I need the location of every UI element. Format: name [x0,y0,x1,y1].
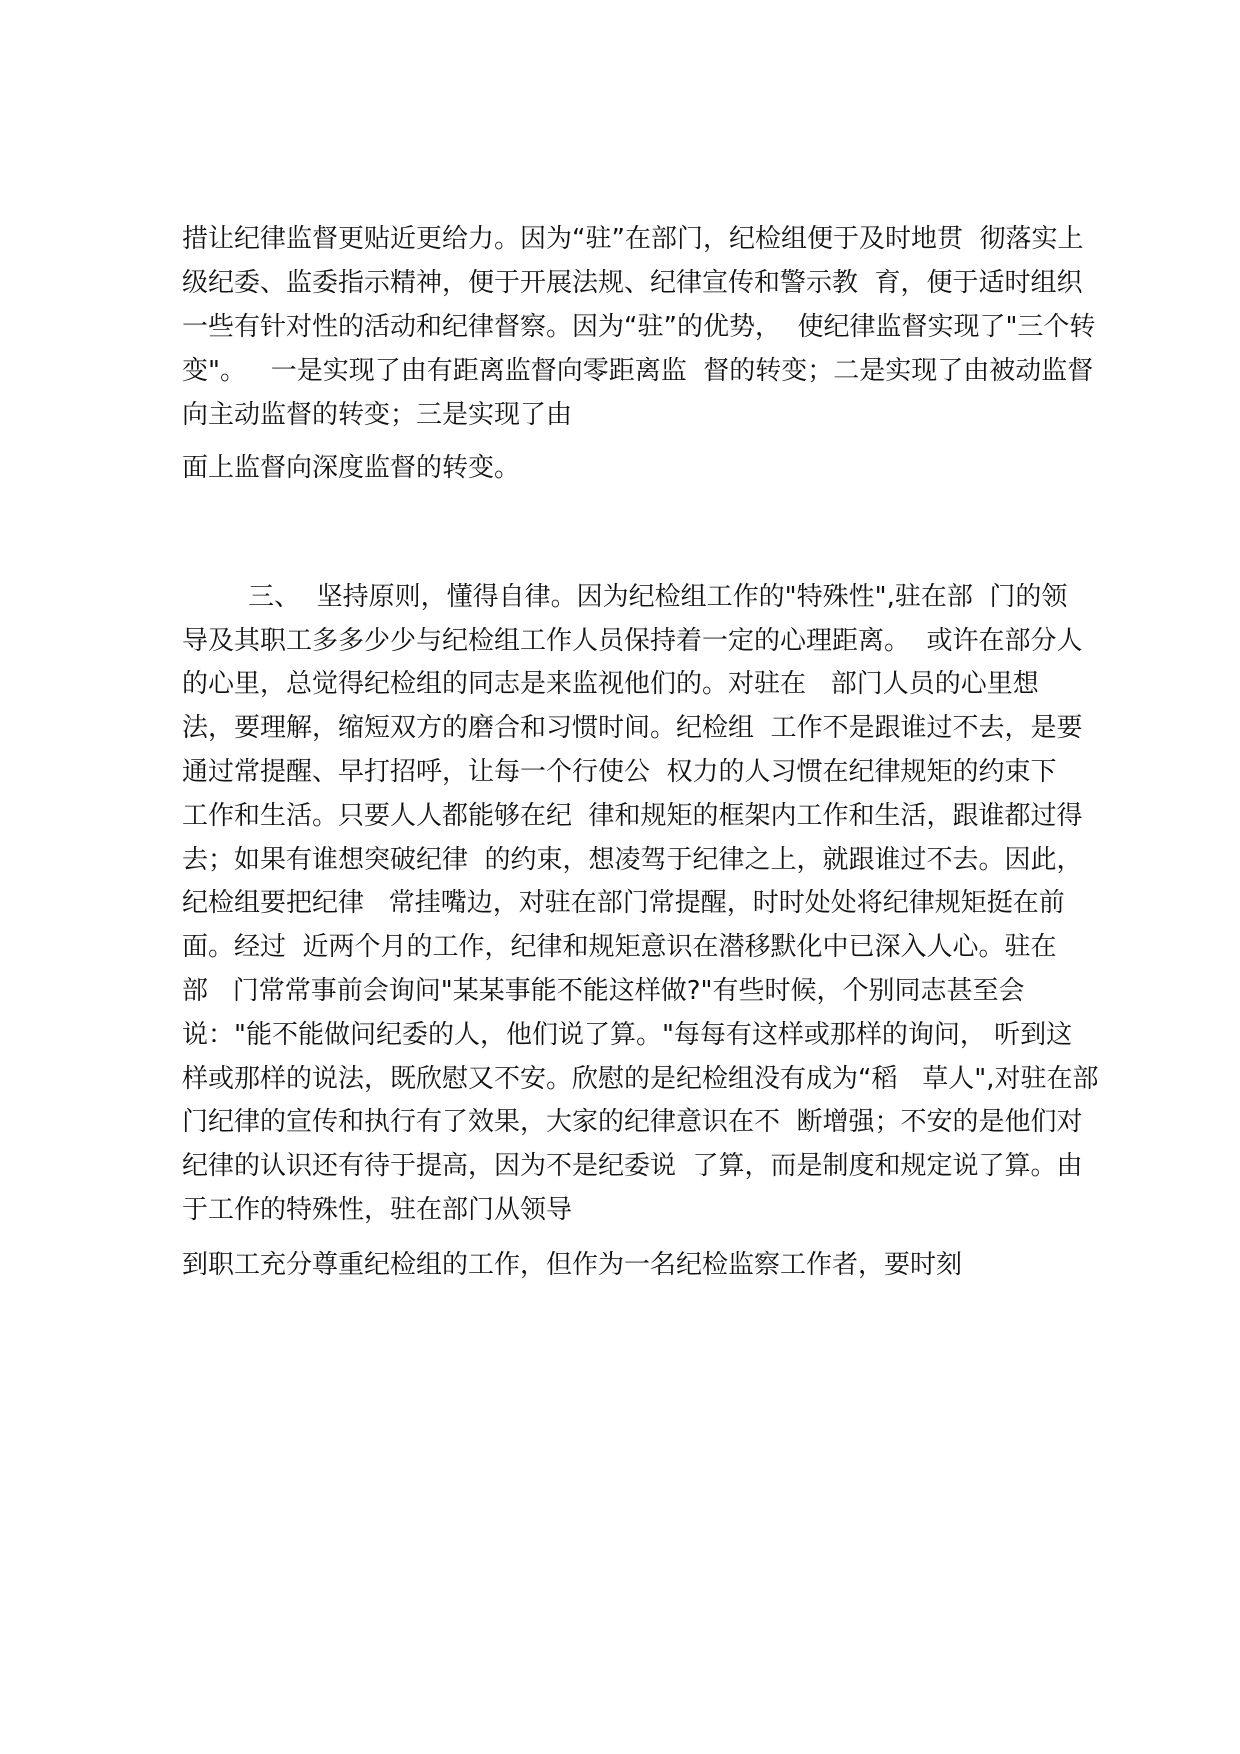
text-line: 变"。 一是实现了由有距离监督向零距离监 督的转变；二是实现了由被动监督 [182,356,1094,386]
text-line: 一些有针对性的活动和纪律督察。因为“驻”的优势， 使纪律监督实现了"三个转 [182,312,1096,342]
text-line: 说："能不能做问纪委的人，他们说了算。"每每有这样或那样的询问， 听到这 [182,1020,1073,1050]
text-line: 纪检组要把纪律 常挂嘴边，对驻在部门常提醒，时时处处将纪律规矩挺在前 [182,888,1065,918]
text-line: 导及其职工多多少少与纪检组工作人员保持着一定的心理距离。 或许在部分人 [182,626,1083,656]
text-line: 到职工充分尊重纪检组的工作，但作为一名纪检监察工作者，要时刻 [182,1250,963,1280]
text-line: 去；如果有谁想突破纪律 的约束，想凌驾于纪律之上，就跟谁过不去。因此， [182,845,1083,875]
text-line: 纪律的认识还有待于提高，因为不是纪委说 了算，而是制度和规定说了算。由 [182,1151,1083,1181]
text-line: 面上监督向深度监督的转变。 [182,453,521,483]
text-line: 三、 坚持原则，懂得自律。因为纪检组工作的"特殊性",驻在部 门的领 [182,582,1068,612]
text-line: 通过常提醒、早打招呼，让每一个行使公 权力的人习惯在纪律规矩的约束下 [182,757,1057,787]
text-line: 门纪律的宣传和执行有了效果，大家的纪律意识在不 断增强；不安的是他们对 [182,1107,1083,1137]
text-line: 工作和生活。只要人人都能够在纪 律和规矩的框架内工作和生活，跟谁都过得 [182,801,1083,831]
text-line: 法，要理解，缩短双方的磨合和习惯时间。纪检组 工作不是跟谁过不去，是要 [182,713,1083,743]
text-line: 于工作的特殊性，驻在部门从领导 [182,1195,573,1225]
text-line: 样或那样的说法，既欣慰又不安。欣慰的是纪检组没有成为“稻 草人",对驻在部 [182,1064,1099,1094]
text-line: 部 门常常事前会询问"某某事能不能这样做?"有些时候，个别同志甚至会 [182,976,1025,1006]
text-line: 向主动监督的转变；三是实现了由 [182,400,573,430]
text-line: 措让纪律监督更贴近更给力。因为“驻”在部门，纪检组便于及时地贯 彻落实上 [182,224,1084,254]
text-line: 级纪委、监委指示精神，便于开展法规、纪律宣传和警示教 育，便于适时组织 [182,268,1083,298]
text-line: 面。经过 近两个月的工作，纪律和规矩意识在潜移默化中已深入人心。驻在 [182,932,1057,962]
text-line: 的心里，总觉得纪检组的同志是来监视他们的。对驻在 部门人员的心里想 [182,669,1039,699]
